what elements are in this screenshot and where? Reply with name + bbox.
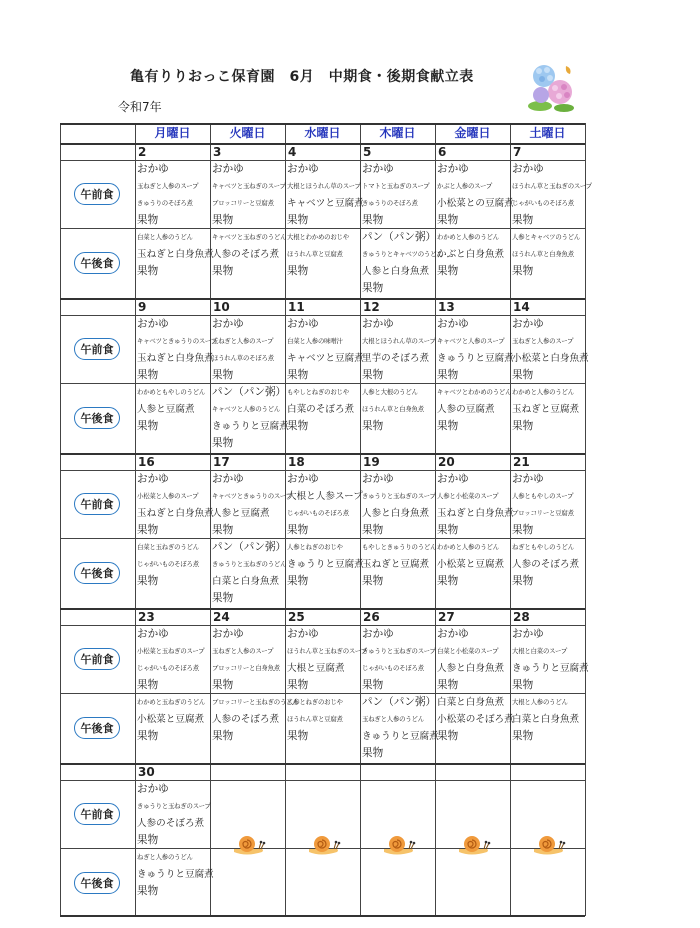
menu-item: 果物 [212,592,234,604]
grid-column-line [285,123,286,916]
menu-item: 玉ねぎと白身魚煮 [137,353,214,364]
menu-item: ブロッコリーと豆腐煮 [212,199,274,207]
menu-item: もやしとねぎのおじや [287,388,349,396]
menu-item: 白菜と白身魚煮 [437,697,505,708]
date-number: 5 [363,145,372,159]
menu-item: 玉ねぎと白身魚煮 [137,508,214,519]
morning-menu-cell [137,781,210,849]
morning-menu-cell [137,471,214,539]
menu-item: おかゆ [437,473,469,485]
snail-icon [305,833,341,857]
menu-item: パン（パン粥） [362,696,437,708]
morning-menu-cell [362,316,435,384]
menu-item: もやしときゅうりのうどん [362,543,437,551]
date-number: 11 [288,300,305,314]
menu-item: おかゆ [212,628,244,640]
menu-item: 果物 [212,369,234,381]
afternoon-meal-label: 午後食 [74,407,120,429]
menu-item: わかめともやしのうどん [137,388,206,396]
menu-item: 大根と人参のうどん [512,698,568,706]
afternoon-menu-cell [287,384,360,435]
menu-item: おかゆ [287,163,319,175]
afternoon-meal-label: 午後食 [74,252,120,274]
afternoon-menu-cell [512,384,585,435]
menu-item: おかゆ [362,628,394,640]
menu-item: ほうれん草のそぼろ煮 [212,354,274,362]
afternoon-menu-cell [437,539,510,590]
menu-item: きゅうりとキャベツのうどん [362,250,443,258]
menu-item: 玉ねぎと白身魚煮 [137,249,214,260]
menu-item: 果物 [287,420,309,432]
menu-item: 果物 [512,575,534,587]
day-header: 水曜日 [304,126,341,140]
date-number: 3 [213,145,222,159]
snail-icon [230,833,266,857]
menu-item: 果物 [512,730,534,742]
menu-item: 果物 [437,214,459,226]
morning-menu-cell [212,316,285,384]
menu-item: わかめと玉ねぎのうどん [137,698,206,706]
morning-menu-cell [437,316,514,384]
menu-item: 果物 [362,214,384,226]
menu-item: 果物 [512,679,534,691]
date-number: 12 [363,300,380,314]
menu-item: おかゆ [137,318,169,330]
menu-item: 果物 [212,524,234,536]
day-header: 金曜日 [454,126,491,140]
snail-icon [530,833,566,857]
menu-item: おかゆ [362,163,394,175]
menu-item: 人参と白身魚煮 [362,508,430,519]
snail-icon [380,833,416,857]
afternoon-menu-cell [362,384,435,435]
menu-item: 玉ねぎと人参のスープ [212,647,274,655]
menu-item: 人参と白身魚煮 [437,663,505,674]
menu-item: 白菜のそぼろ煮 [287,404,355,415]
menu-item: 玉ねぎと人参のスープ [212,337,274,345]
menu-item: きゅうりと豆腐煮 [212,421,289,432]
day-header: 月曜日 [154,126,191,140]
menu-item: 白菜と玉ねぎのうどん [137,543,199,551]
menu-item: キャベツと豆腐煮 [287,198,364,209]
menu-item: キャベツと人参のうどん [212,405,281,413]
afternoon-menu-cell [212,384,289,452]
afternoon-menu-cell [287,229,360,280]
era-year: 令和7年 [118,100,162,114]
menu-item: 果物 [137,524,159,536]
menu-item: 果物 [512,369,534,381]
menu-item: キャベツと玉ねぎのスープ [212,182,286,190]
menu-item: 玉ねぎと人参のスープ [512,337,574,345]
morning-menu-cell [212,471,292,539]
menu-item: キャベツときゅうりのスープ [137,337,217,345]
morning-menu-cell [212,161,285,229]
morning-menu-cell [512,316,589,384]
menu-item: 人参とねぎのおじや [287,543,343,551]
menu-item: 果物 [287,679,309,691]
menu-item: 果物 [212,265,234,277]
menu-item: きゅうりと豆腐煮 [512,663,589,674]
menu-item: 果物 [137,575,159,587]
menu-item: 果物 [137,730,159,742]
menu-item: 果物 [437,524,459,536]
morning-menu-cell [437,161,514,229]
menu-item: おかゆ [287,473,319,485]
morning-meal-label: 午前食 [74,803,120,825]
date-number: 30 [138,765,155,779]
menu-item: 大根と人参スープ [287,491,363,502]
menu-item: 果物 [287,214,309,226]
menu-item: おかゆ [362,318,394,330]
menu-item: 果物 [212,437,234,449]
menu-item: 果物 [437,369,459,381]
menu-item: 果物 [512,214,534,226]
morning-menu-cell [437,626,510,694]
afternoon-menu-cell [512,694,585,745]
menu-item: おかゆ [512,163,544,175]
date-number: 4 [288,145,297,159]
date-number: 14 [513,300,530,314]
menu-item: 玉ねぎと人参のスープ [137,182,199,190]
afternoon-menu-cell [287,539,364,590]
day-header: 土曜日 [529,126,566,140]
afternoon-meal-label: 午後食 [74,872,120,894]
afternoon-menu-cell [362,694,439,762]
afternoon-menu-cell [137,694,210,745]
grid-column-line [585,123,586,916]
grid-row-line [60,915,585,917]
menu-item: ほうれん草と白身魚煮 [512,250,574,258]
menu-item: 果物 [137,214,159,226]
snail-icon [455,833,491,857]
grid-column-line [360,123,361,916]
morning-menu-cell [137,316,217,384]
menu-item: かぶと人参のスープ [437,182,493,190]
menu-item: 果物 [437,575,459,587]
menu-item: ねぎと人参のうどん [137,853,193,861]
morning-menu-cell [512,471,585,539]
menu-item: きゅうりと玉ねぎのスープ [362,492,436,500]
menu-item: 玉ねぎと白身魚煮 [437,508,514,519]
date-number: 28 [513,610,530,624]
hydrangea-flower-icon [524,62,580,114]
menu-item: 果物 [287,730,309,742]
morning-menu-cell [212,626,285,694]
menu-item: 果物 [362,369,384,381]
menu-item: じゃがいものそぼろ煮 [512,199,574,207]
menu-item: 小松菜と玉ねぎのスープ [137,647,205,655]
menu-item: 大根と白菜のスープ [512,647,568,655]
menu-item: パン（パン粥） [362,231,437,243]
afternoon-menu-cell [437,694,514,745]
menu-item: おかゆ [212,163,244,175]
menu-item: キャベツときゅうりのスープ [212,492,292,500]
menu-item: 白菜と人参の味噌汁 [287,337,343,345]
menu-item: ほうれん草と玉ねぎのスープ [287,647,367,655]
menu-item: ねぎともやしのうどん [512,543,574,551]
afternoon-menu-cell [437,229,510,280]
date-number: 21 [513,455,530,469]
menu-item: 果物 [437,679,459,691]
menu-item: 人参のそぼろ煮 [212,714,280,725]
menu-item: キャベツとわかめのうどん [437,388,512,396]
menu-item: 人参ともやしのスープ [512,492,574,500]
menu-item: 果物 [362,420,384,432]
menu-item: おかゆ [137,628,169,640]
menu-item: ブロッコリーと白身魚煮 [212,664,280,672]
date-number: 6 [438,145,447,159]
menu-item: 白菜と人参のうどん [137,233,193,241]
menu-item: 果物 [287,369,309,381]
date-number: 2 [138,145,147,159]
menu-item: 大根とほうれん草のスープ [362,337,436,345]
date-number: 24 [213,610,230,624]
menu-item: じゃがいものそぼろ煮 [137,560,199,568]
morning-menu-cell [287,626,367,694]
menu-item: 果物 [137,265,159,277]
menu-item: 玉ねぎと豆腐煮 [362,559,430,570]
morning-menu-cell [287,316,364,384]
day-header: 木曜日 [379,126,416,140]
menu-item: 人参とキャベツのうどん [512,233,581,241]
menu-item: 人参のそぼろ煮 [512,559,580,570]
menu-item: 果物 [512,524,534,536]
menu-item: 果物 [512,420,534,432]
afternoon-meal-label: 午後食 [74,562,120,584]
menu-item: おかゆ [437,318,469,330]
menu-item: 小松菜との豆腐煮 [437,198,514,209]
afternoon-menu-cell [137,849,214,900]
menu-item: 果物 [512,265,534,277]
menu-item: 果物 [137,834,159,846]
morning-meal-label: 午前食 [74,493,120,515]
menu-item: 果物 [137,885,159,897]
menu-item: おかゆ [137,783,169,795]
morning-menu-cell [437,471,514,539]
menu-item: 果物 [362,282,384,294]
afternoon-menu-cell [362,229,443,297]
menu-item: 白菜と白身魚煮 [512,714,580,725]
morning-menu-cell [362,471,435,539]
date-number: 10 [213,300,230,314]
menu-item: おかゆ [137,473,169,485]
menu-item: 果物 [287,265,309,277]
menu-item: 果物 [212,679,234,691]
morning-menu-cell [287,161,364,229]
menu-item: 果物 [362,524,384,536]
menu-item: じゃがいものそぼろ煮 [137,664,199,672]
menu-item: 小松菜と人参のスープ [137,492,199,500]
morning-meal-label: 午前食 [74,183,120,205]
menu-item: 果物 [212,214,234,226]
menu-item: 白菜と白身魚煮 [212,576,280,587]
date-number: 26 [363,610,380,624]
menu-item: おかゆ [287,318,319,330]
date-number: 25 [288,610,305,624]
grid-column-line [60,123,61,916]
date-number: 17 [213,455,230,469]
menu-item: かぶと白身魚煮 [437,249,505,260]
menu-item: パン（パン粥） [212,541,287,553]
menu-item: おかゆ [287,628,319,640]
menu-item: キャベツと豆腐煮 [287,353,364,364]
menu-item: ほうれん草と玉ねぎのスープ [512,182,592,190]
menu-item: トマトと玉ねぎのスープ [362,182,430,190]
afternoon-menu-cell [137,229,214,280]
menu-item: キャベツと人参のスープ [437,337,505,345]
menu-item: きゅうりのそぼろ煮 [137,199,193,207]
menu-item: きゅうりのそぼろ煮 [362,199,418,207]
menu-item: 小松菜と豆腐煮 [437,559,505,570]
menu-item: 人参のそぼろ煮 [212,249,280,260]
morning-meal-label: 午前食 [74,648,120,670]
menu-item: きゅうりと豆腐煮 [287,559,364,570]
morning-menu-cell [287,471,363,539]
menu-item: 里芋のそぼろ煮 [362,353,430,364]
menu-item: 果物 [137,369,159,381]
menu-item: 果物 [362,679,384,691]
menu-item: 人参と大根のうどん [362,388,418,396]
date-number: 27 [438,610,455,624]
menu-item: 果物 [437,730,459,742]
menu-item: おかゆ [362,473,394,485]
date-number: 13 [438,300,455,314]
grid-column-line [135,123,136,916]
grid-column-line [210,123,211,916]
menu-item: 玉ねぎと豆腐煮 [512,404,580,415]
menu-item: 白菜と小松菜のスープ [437,647,499,655]
afternoon-menu-cell [212,694,299,745]
menu-item: 果物 [362,575,384,587]
menu-item: 果物 [212,730,234,742]
menu-item: おかゆ [512,473,544,485]
morning-meal-label: 午前食 [74,338,120,360]
afternoon-menu-cell [137,539,210,590]
menu-item: ほうれん草と豆腐煮 [287,250,343,258]
menu-item: わかめと人参のうどん [437,543,499,551]
menu-item: じゃがいものそぼろ煮 [287,509,349,517]
date-number: 19 [363,455,380,469]
afternoon-menu-cell [362,539,435,590]
menu-item: 果物 [437,420,459,432]
menu-item: ブロッコリーと豆腐煮 [512,509,574,517]
menu-item: きゅうりと玉ねぎのうどん [212,560,287,568]
grid-column-line [510,123,511,916]
afternoon-menu-cell [137,384,210,435]
menu-item: 人参と小松菜のスープ [437,492,499,500]
menu-item: わかめと人参のうどん [437,233,499,241]
menu-item: ブロッコリーと玉ねぎのうどん [212,698,299,706]
menu-item: きゅうりと豆腐煮 [362,731,439,742]
morning-menu-cell [137,161,210,229]
menu-item: きゅうりと玉ねぎのスープ [362,647,436,655]
menu-item: おかゆ [512,318,544,330]
date-number: 20 [438,455,455,469]
afternoon-menu-cell [287,694,360,745]
menu-item: 人参と豆腐煮 [212,508,270,519]
page-title: 亀有りりおっこ保育園 6月 中期食・後期食献立表 [130,69,474,85]
menu-item: きゅうりと豆腐煮 [437,353,514,364]
afternoon-menu-cell [512,539,585,590]
menu-item: 大根とわかめのおじや [287,233,349,241]
date-number: 7 [513,145,522,159]
menu-item: おかゆ [212,318,244,330]
date-number: 16 [138,455,155,469]
menu-item: 果物 [437,265,459,277]
menu-item: おかゆ [512,628,544,640]
menu-item: わかめと人参のうどん [512,388,574,396]
afternoon-meal-label: 午後食 [74,717,120,739]
menu-item: 大根と豆腐煮 [287,663,345,674]
morning-menu-cell [137,626,210,694]
morning-menu-cell [512,161,592,229]
afternoon-menu-cell [512,229,585,280]
menu-item: 小松菜のそぼろ煮 [437,714,514,725]
menu-item: 玉ねぎと人参のうどん [362,715,424,723]
menu-item: 大根とほうれん草のスープ [287,182,361,190]
menu-item: 人参と白身魚煮 [362,266,430,277]
date-number: 9 [138,300,147,314]
menu-item: 人参のそぼろ煮 [137,818,205,829]
date-number: 23 [138,610,155,624]
menu-item: 人参とねぎのおじや [287,698,343,706]
menu-item: 果物 [362,747,384,759]
date-number: 18 [288,455,305,469]
afternoon-menu-cell [212,229,285,280]
menu-item: ほうれん草と豆腐煮 [287,715,343,723]
menu-item: 果物 [287,575,309,587]
morning-menu-cell [362,161,435,229]
menu-item: 果物 [137,679,159,691]
menu-item: 果物 [287,524,309,536]
menu-item: じゃがいものそぼろ煮 [362,664,424,672]
menu-item: きゅうりと豆腐煮 [137,869,214,880]
menu-item: 果物 [137,420,159,432]
day-header: 火曜日 [229,126,266,140]
menu-item: おかゆ [437,163,469,175]
menu-item: おかゆ [137,163,169,175]
menu-item: パン（パン粥） [212,386,287,398]
menu-item: きゅうりと玉ねぎのスープ [137,802,211,810]
menu-item: 小松菜と白身魚煮 [512,353,589,364]
menu-table [60,123,592,916]
menu-item: 人参の豆腐煮 [437,404,495,415]
afternoon-menu-cell [212,539,285,607]
afternoon-menu-cell [437,384,510,435]
menu-item: キャベツと玉ねぎのうどん [212,233,287,241]
menu-item: 人参と豆腐煮 [137,404,195,415]
menu-item: おかゆ [212,473,244,485]
menu-item: ほうれん草と白身魚煮 [362,405,424,413]
morning-menu-cell [512,626,589,694]
menu-item: 小松菜と豆腐煮 [137,714,205,725]
morning-menu-cell [362,626,435,694]
menu-item: おかゆ [437,628,469,640]
